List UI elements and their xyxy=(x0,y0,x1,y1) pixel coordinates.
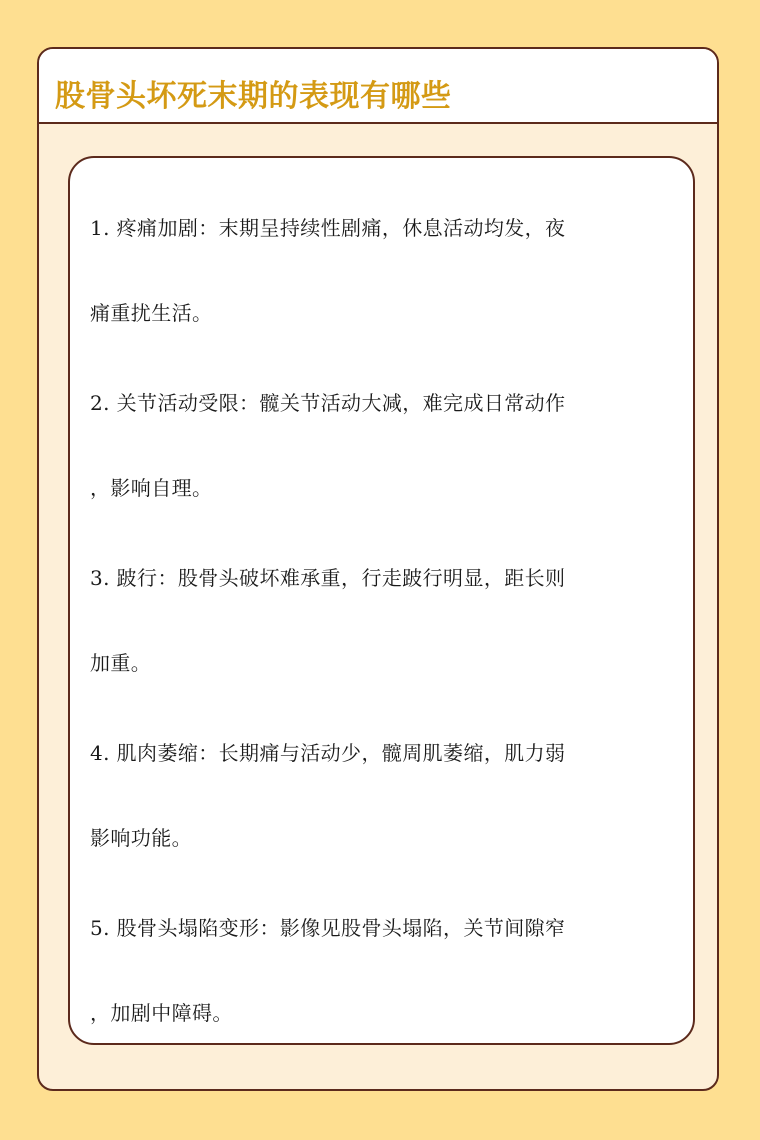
item-text: 影响功能。 xyxy=(90,826,192,850)
page-title: 股骨头坏死末期的表现有哪些 xyxy=(55,79,452,114)
content-box xyxy=(68,156,695,1045)
item-number: 2. xyxy=(90,391,110,415)
list-item xyxy=(90,361,680,531)
info-card xyxy=(37,47,719,1091)
item-text: 痛重扰生活。 xyxy=(90,301,213,325)
item-number: 4. xyxy=(90,741,110,765)
item-line xyxy=(90,271,680,356)
item-text: 加重。 xyxy=(90,651,152,675)
list-item xyxy=(90,186,680,356)
item-text: 关节活动受限：髋关节活动大减，难完成日常动作 xyxy=(116,391,566,415)
item-number: 5. xyxy=(90,916,110,940)
item-line xyxy=(90,711,680,796)
item-line xyxy=(90,621,680,706)
item-number: 3. xyxy=(90,566,110,590)
item-text: ，影响自理。 xyxy=(90,476,213,500)
item-text: 肌肉萎缩：长期痛与活动少，髋周肌萎缩，肌力弱 xyxy=(116,741,566,765)
item-text: ，加剧中障碍。 xyxy=(90,1001,233,1025)
item-line xyxy=(90,796,680,881)
item-line xyxy=(90,361,680,446)
item-line xyxy=(90,186,680,271)
item-line xyxy=(90,886,680,971)
list-item xyxy=(90,886,680,1056)
card-header xyxy=(39,49,717,124)
item-line xyxy=(90,971,680,1056)
item-line xyxy=(90,536,680,621)
list-item xyxy=(90,536,680,706)
symptom-list xyxy=(90,186,680,1061)
item-number: 1. xyxy=(90,216,110,240)
item-text: 股骨头塌陷变形：影像见股骨头塌陷，关节间隙窄 xyxy=(116,916,566,940)
item-line xyxy=(90,446,680,531)
list-item xyxy=(90,711,680,881)
item-text: 跛行：股骨头破坏难承重，行走跛行明显，距长则 xyxy=(116,566,566,590)
item-text: 疼痛加剧：末期呈持续性剧痛，休息活动均发，夜 xyxy=(116,216,566,240)
